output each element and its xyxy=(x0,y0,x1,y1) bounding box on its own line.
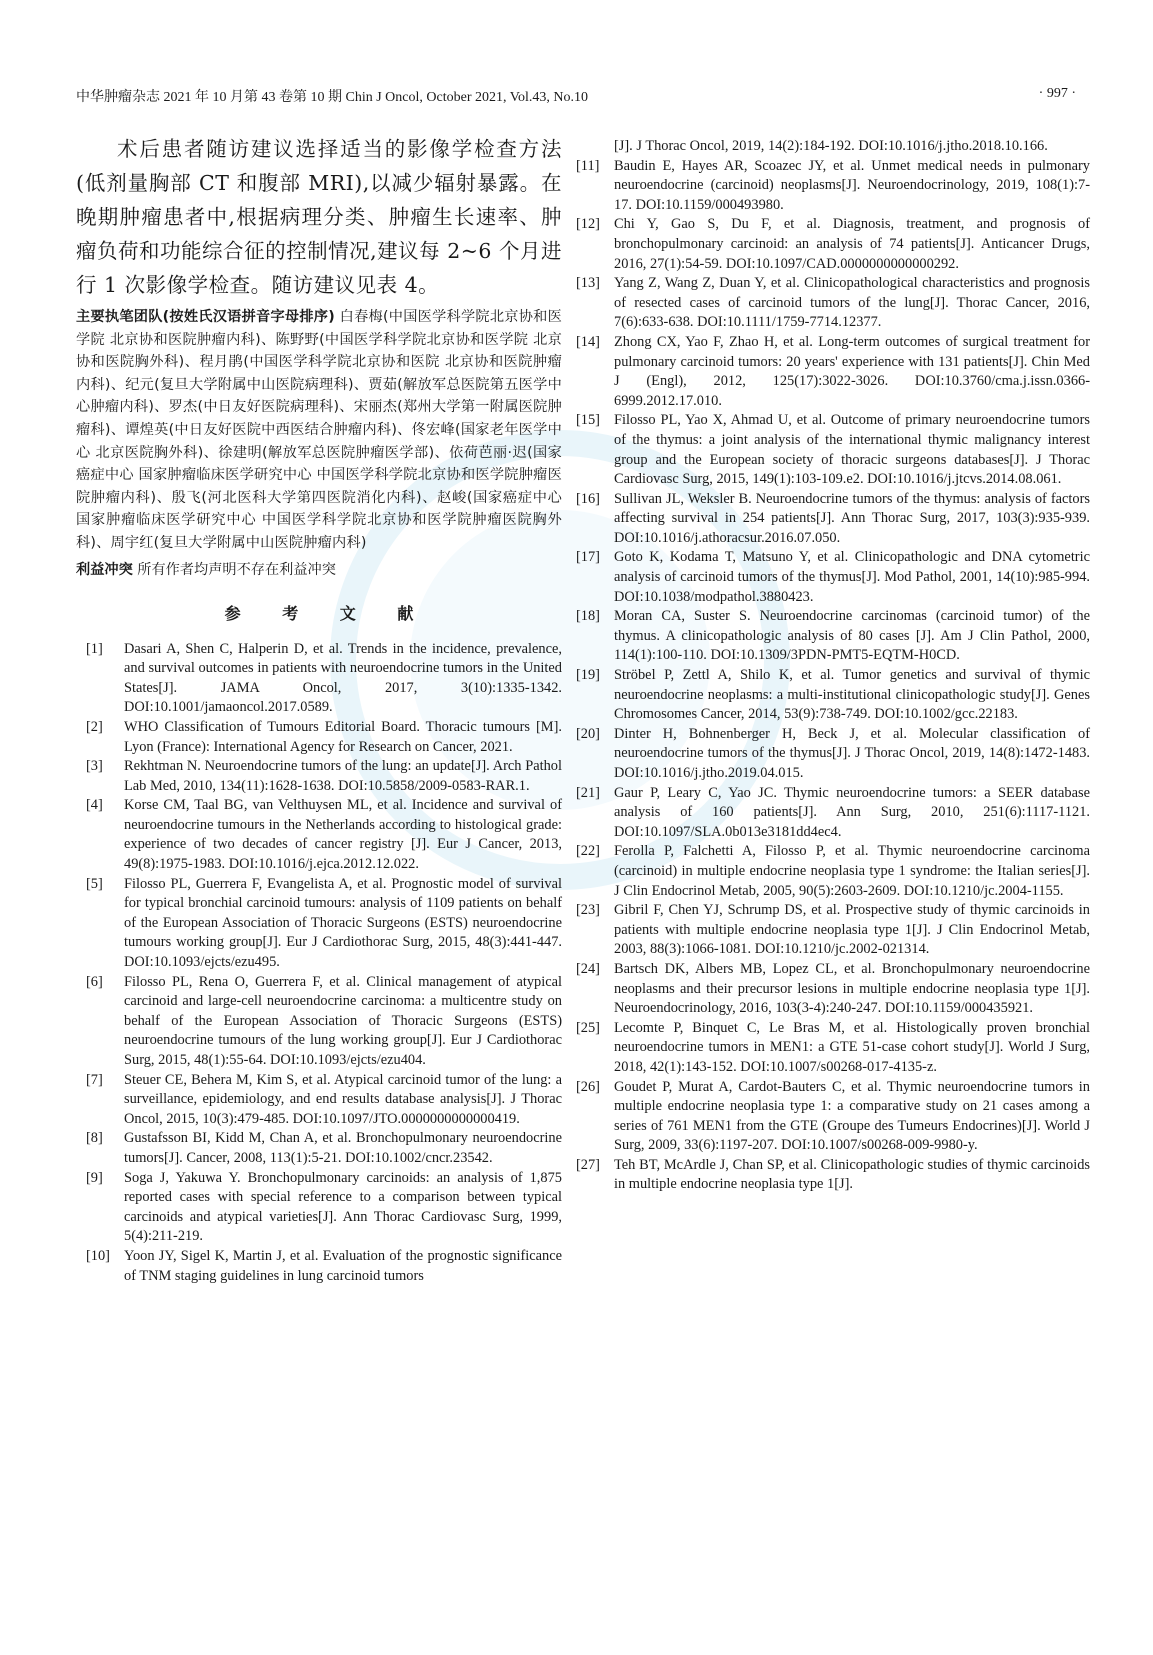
reference-number: [25] xyxy=(576,1019,600,1036)
running-header xyxy=(76,86,1076,108)
reference-text: Rekhtman N. Neuroendocrine tumors of the lung: an update[J]. Arch Pathol Lab Med, 2010, 134(11):1628-1638. DOI:10.5858/2009-0583-RAR.1. xyxy=(124,758,562,794)
references-heading: 参 考 文 献 xyxy=(224,603,432,623)
reference-item xyxy=(576,901,1090,960)
reference-text: Yang Z, Wang Z, Duan Y, et al. Clinicopathological characteristics and prognosis of resected cases of carcinoid tumors of the lung[J]. Thorac Cancer, 2016, 7(6):633-638. DOI:10.1111/1759-7714.12377. xyxy=(614,275,1090,331)
reference-item xyxy=(576,215,1090,274)
reference-number: [4] xyxy=(86,797,103,814)
reference-number: [13] xyxy=(576,275,600,292)
reference-number: [8] xyxy=(86,1130,103,1147)
reference-number: [20] xyxy=(576,725,600,742)
writing-team-label: 主要执笔团队(按姓氏汉语拼音字母排序) xyxy=(76,309,335,325)
right-column xyxy=(576,137,1090,1195)
reference-number: [18] xyxy=(576,608,600,625)
reference-text: Gibril F, Chen YJ, Schrump DS, et al. Prospective study of thymic carcinoids in patients with multiple endocrine neoplasia type 1[J]. J Clin Endocrinol Metab, 2003, 88(3):1066-1081. DOI:10.1210/jc.2002-021314. xyxy=(614,902,1090,958)
reference-text: Teh BT, McArdle J, Chan SP, et al. Clinicopathologic studies of thymic carcinoids in multiple endocrine neoplasia type 1[J]. xyxy=(614,1156,1090,1193)
reference-item xyxy=(576,274,1090,333)
reference-number: [1] xyxy=(86,640,103,657)
reference-text: Dinter H, Bohnenberger H, Beck J, et al. Molecular classification of neuroendocrine tumors of the thymus[J]. J Thorac Oncol, 2019, 14(8):1472-1483. DOI:10.1016/j.jtho.2019.04.015. xyxy=(614,725,1090,781)
reference-item xyxy=(76,1129,562,1168)
reference-item xyxy=(576,157,1090,216)
conflict-of-interest xyxy=(76,559,562,581)
reference-text: Korse CM, Taal BG, van Velthuysen ML, et al. Incidence and survival of neuroendocrine tumours in the Netherlands according to histological grade: experience of two decades of cancer registry [J]. Eur J Cancer, 2013, 49(8):1975-1983. DOI:10.1016/j.ejca.2012.12.022. xyxy=(124,797,562,873)
reference-text: Steuer CE, Behera M, Kim S, et al. Atypical carcinoid tumor of the lung: a surveillance, epidemiology, and end results database analysis[J]. J Thorac Oncol, 2015, 10(3):479-485. DOI:10.1097/JTO.0000000000000419. xyxy=(124,1071,562,1127)
reference-item xyxy=(76,718,562,757)
reference-text: Baudin E, Hayes AR, Scoazec JY, et al. Unmet medical needs in pulmonary neuroendocrine (carcinoid) neoplasms[J]. Neuroendocrinology, 2019, 108(1):7-17. DOI:10.1159/000493980. xyxy=(614,157,1090,213)
journal-citation: 中华肿瘤杂志 2021 年 10 月第 43 卷第 10 期 Chin J Oncol, October 2021, Vol.43, No.10 xyxy=(76,90,589,105)
reference-item xyxy=(576,725,1090,784)
reference-text: Gaur P, Leary C, Yao JC. Thymic neuroendocrine tumors: a SEER database analysis of 160 patients[J]. Ann Surg, 2010, 251(6):1117-1121. DOI:10.1097/SLA.0b013e3181dd4ec4. xyxy=(614,784,1090,840)
reference-item xyxy=(576,411,1090,489)
reference-number: [5] xyxy=(86,875,103,892)
reference-item xyxy=(576,784,1090,843)
reference-item xyxy=(76,640,562,718)
reference-text: Bartsch DK, Albers MB, Lopez CL, et al. Bronchopulmonary neuroendocrine neoplasms and their precursor lesions in multiple endocrine neoplasia type 1[J]. Neuroendocrinology, 2016, 103(3-4):240-247. DOI:10.1159/000435921. xyxy=(614,960,1090,1017)
reference-number: [23] xyxy=(576,902,600,919)
reference-text: Filosso PL, Yao X, Ahmad U, et al. Outcome of primary neuroendocrine tumors of the thymus: a joint analysis of the international thymic malignancy interest group and the European society of thoracic surgeons databases[J]. J Thorac Cardiovasc Surg, 2015, 149(1):103-109.e2. DOI:10.1016/j.jtcvs.2014.08.061. xyxy=(614,412,1090,488)
reference-text: Ferolla P, Falchetti A, Filosso P, et al. Thymic neuroendocrine carcinoma (carcinoid) in multiple endocrine neoplasia type 1 syndrome: the Italian series[J]. J Clin Endocrinol Metab, 2005, 90(5):2603-2609. DOI:10.1210/jc.2004-1155. xyxy=(614,843,1090,899)
reference-item xyxy=(76,1247,562,1286)
reference-text: Gustafsson BI, Kidd M, Chan A, et al. Bronchopulmonary neuroendocrine tumors[J]. Cancer, 2008, 113(1):5-21. DOI:10.1002/cncr.23542. xyxy=(124,1130,562,1166)
reference-item xyxy=(76,1071,562,1130)
reference-item xyxy=(76,973,562,1071)
reference-continuation: [J]. J Thorac Oncol, 2019, 14(2):184-192. DOI:10.1016/j.jtho.2018.10.166. xyxy=(614,138,1048,154)
reference-item xyxy=(76,757,562,796)
reference-text: Chi Y, Gao S, Du F, et al. Diagnosis, treatment, and prognosis of bronchopulmonary carcinoid: an analysis of 74 patients[J]. Anticancer Drugs, 2016, 27(1):54-59. DOI:10.1097/CAD.0000000000000292. xyxy=(614,216,1090,272)
reference-text: Filosso PL, Guerrera F, Evangelista A, et al. Prognostic model of survival for typical bronchial carcinoid tumours: analysis of 1109 patients on behalf of the European Association of Thoracic Surgeons (ESTS) neuroendocrine tumours working group[J]. Eur J Cardiothorac Surg, 2015, 48(3):441-447. DOI:10.1093/ejcts/ezu495. xyxy=(124,875,562,971)
reference-item xyxy=(576,333,1090,411)
reference-item xyxy=(576,666,1090,725)
reference-text: Goudet P, Murat A, Cardot-Bauters C, et al. Thymic neuroendocrine tumors in multiple endocrine neoplasia type 1: a comparative study on 21 cases among a series of 761 MEN1 from the GTE (Groupe des Tumeurs Endocrines)[J]. World J Surg, 2009, 33(6):1197-207. DOI:10.1007/s00268-009-9980-y. xyxy=(614,1078,1090,1154)
reference-text: Yoon JY, Sigel K, Martin J, et al. Evaluation of the prognostic significance of TNM staging guidelines in lung carcinoid tumors xyxy=(124,1247,562,1284)
reference-number: [6] xyxy=(86,973,103,990)
reference-item xyxy=(576,490,1090,549)
reference-number: [15] xyxy=(576,412,600,429)
reference-item xyxy=(576,842,1090,901)
reference-item xyxy=(576,960,1090,1019)
reference-text: Moran CA, Suster S. Neuroendocrine carcinomas (carcinoid tumor) of the thymus. A clinicopathologic analysis of 80 cases [J]. Am J Clin Pathol, 2000, 114(1):100-110. DOI:10.1309/3PDN-PMT5-EQTM-H0CD. xyxy=(614,608,1090,664)
reference-number: [22] xyxy=(576,843,600,860)
reference-item xyxy=(576,1156,1090,1195)
page-number: · 997 · xyxy=(1038,86,1076,101)
reference-text: Goto K, Kodama T, Matsuno Y, et al. Clinicopathologic and DNA cytometric analysis of carcinoid tumors of the thymus[J]. Mod Pathol, 2001, 14(10):985-994. DOI:10.1038/modpathol.3880423. xyxy=(614,549,1090,605)
reference-number: [21] xyxy=(576,784,600,801)
reference-text: Zhong CX, Yao F, Zhao H, et al. Long-term outcomes of surgical treatment for pulmonary carcinoid tumors: 20 years' experience with 131 patients[J]. Chin Med J (Engl), 2012, 125(17):3022-3026. DOI:10.3760/cma.j.issn.0366-6999.2012.17.010. xyxy=(614,333,1090,409)
reference-number: [14] xyxy=(576,333,600,350)
reference-text: Filosso PL, Rena O, Guerrera F, et al. Clinical management of atypical carcinoid and large-cell neuroendocrine carcinoma: a multicentre study on behalf of the European Association of Thoracic Surgeons (ESTS) neuroendocrine tumours of the lung working group[J]. Eur J Cardiothorac Surg, 2015, 48(1):55-64. DOI:10.1093/ejcts/ezu404. xyxy=(124,973,562,1068)
reference-number: [16] xyxy=(576,490,600,507)
reference-number: [7] xyxy=(86,1071,103,1088)
reference-number: [3] xyxy=(86,758,103,775)
reference-item xyxy=(576,548,1090,607)
reference-number: [9] xyxy=(86,1169,103,1186)
reference-number: [17] xyxy=(576,549,600,566)
reference-list-right xyxy=(576,157,1090,1195)
reference-item xyxy=(576,1019,1090,1078)
writing-team-members: 白春梅(中国医学科学院北京协和医学院 北京协和医院肿瘤内科)、陈野野(中国医学科学院北京协和医学院 北京协和医院胸外科)、程月鹃(中国医学科学院北京协和医院 北京协和医院肿瘤内科)、纪元(复旦大学附属中山医院病理科)、贾茹(解放军总医院第五医学中心肿瘤内科)、罗杰(中日友好医院病理科)、宋丽杰(郑州大学第一附属医院肿瘤科)、谭煌英(中日友好医院中西医结合肿瘤内科)、佟宏峰(国家老年医学中心 北京医院胸外科)、徐建明(解放军总医院肿瘤医学部)、依荷芭丽·迟(国家癌症中心 国家肿瘤临床医学研究中心 中国医学科学院北京协和医学院肿瘤医院肿瘤内科)、殷飞(河北医科大学第四医院消化内科)、赵峻(国家癌症中心 国家肿瘤临床医学研究中心 中国医学科学院北京协和医学院肿瘤医院胸外科)、周宇红(复旦大学附属中山医院肿瘤内科) xyxy=(76,309,562,551)
reference-text: Ströbel P, Zettl A, Shilo K, et al. Tumor genetics and survival of thymic neuroendocrine neoplasms: a multi-institutional clinicopathologic study[J]. Genes Chromosomes Cancer, 2014, 53(9):738-749. DOI:10.1002/gcc.22183. xyxy=(614,667,1090,723)
conflict-text: 所有作者均声明不存在利益冲突 xyxy=(132,561,336,578)
reference-number: [2] xyxy=(86,718,103,735)
reference-number: [19] xyxy=(576,667,600,684)
reference-number: [10] xyxy=(86,1247,110,1264)
reference-text: Sullivan JL, Weksler B. Neuroendocrine tumors of the thymus: analysis of factors affecting survival in 254 patients[J]. Ann Thorac Surg, 2017, 103(3):935-939. DOI:10.1016/j.athoracsur.2016.07.050. xyxy=(614,490,1090,546)
reference-text: Soga J, Yakuwa Y. Bronchopulmonary carcinoids: an analysis of 1,875 reported cases with special reference to a comparison between typical carcinoids and atypical varieties[J]. Ann Thorac Cardiovasc Surg, 1999, 5(4):211-219. xyxy=(124,1169,562,1245)
reference-list-left xyxy=(76,640,562,1287)
reference-item xyxy=(576,1078,1090,1156)
left-column xyxy=(76,132,562,1286)
reference-item xyxy=(76,875,562,973)
reference-number: [24] xyxy=(576,960,600,977)
reference-text: Dasari A, Shen C, Halperin D, et al. Trends in the incidence, prevalence, and survival outcomes in patients with neuroendocrine tumors in the United States[J]. JAMA Oncol, 2017, 3(10):1335-1342. DOI:10.1001/jamaoncol.2017.0589. xyxy=(124,640,562,716)
reference-text: Lecomte P, Binquet C, Le Bras M, et al. Histologically proven bronchial neuroendocrine tumors in MEN1: a GTE 51-case cohort study[J]. World J Surg, 2018, 42(1):143-152. DOI:10.1007/s00268-017-4135-z. xyxy=(614,1019,1090,1075)
reference-item xyxy=(76,1169,562,1247)
reference-number: [12] xyxy=(576,216,600,233)
reference-number: [11] xyxy=(576,157,600,174)
reference-item xyxy=(76,796,562,874)
followup-paragraph: 术后患者随访建议选择适当的影像学检查方法(低剂量胸部 CT 和腹部 MRI),以减少辐射暴露。在晚期肿瘤患者中,根据病理分类、肿瘤生长速率、肿瘤负荷和功能综合征的控制情况,建议每 2~6 个月进行 1 次影像学检查。随访建议见表 4。 xyxy=(76,137,562,297)
reference-number: [27] xyxy=(576,1156,600,1173)
reference-text: WHO Classification of Tumours Editorial Board. Thoracic tumours [M]. Lyon (France): International Agency for Research on Cancer, 2021. xyxy=(124,718,562,755)
reference-number: [26] xyxy=(576,1078,600,1095)
writing-team xyxy=(76,306,562,555)
conflict-label: 利益冲突 xyxy=(76,561,133,578)
reference-item xyxy=(576,607,1090,666)
